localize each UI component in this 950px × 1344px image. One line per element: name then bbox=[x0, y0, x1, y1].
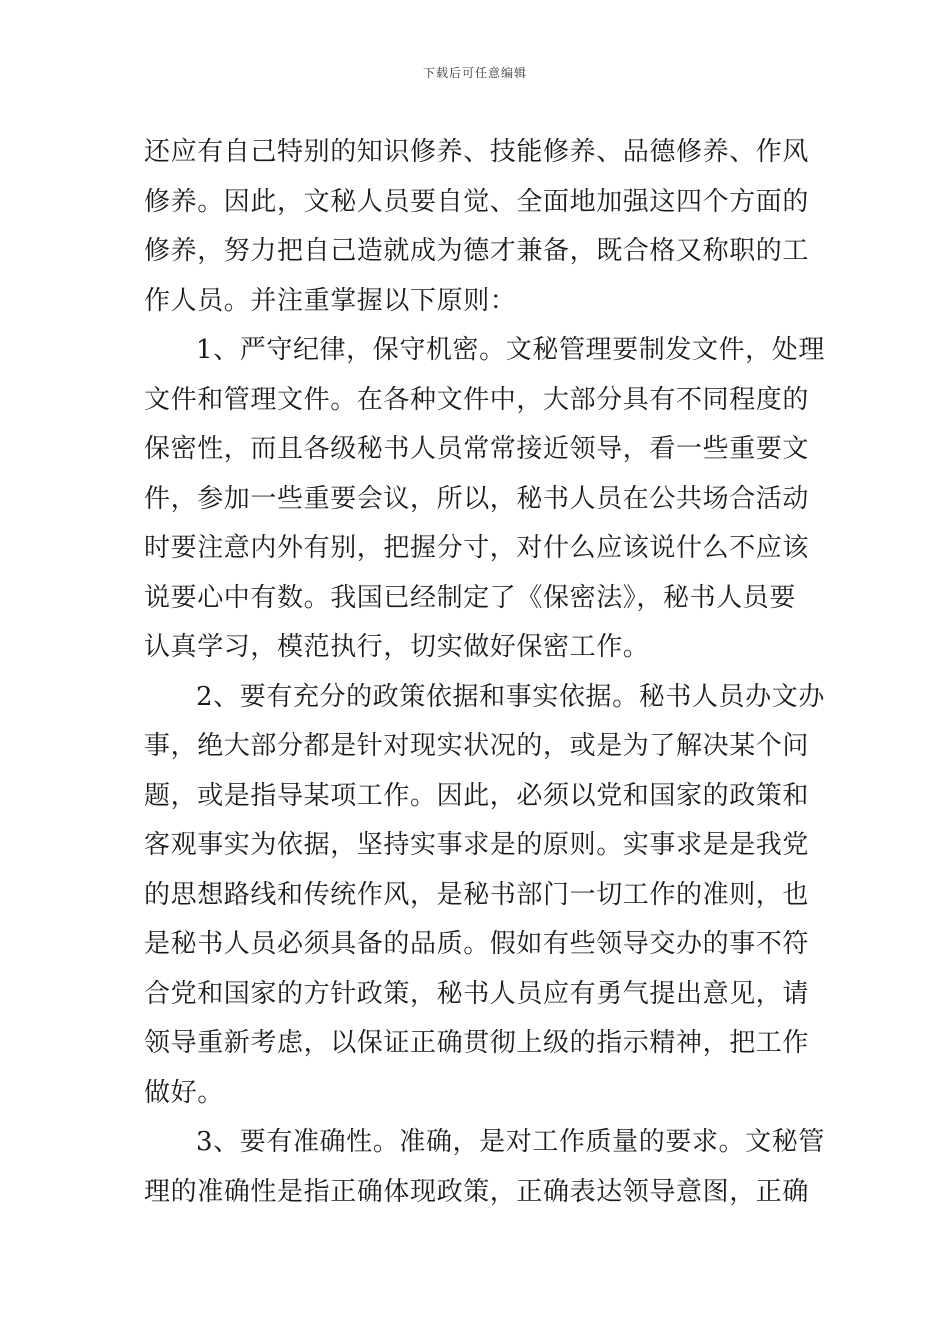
text-line: 题，或是指导某项工作。因此，必须以党和国家的政策和 bbox=[144, 780, 810, 811]
text-line: 领导重新考虑，以保证正确贯彻上级的指示精神，把工作 bbox=[144, 1028, 810, 1058]
text-line: 事，绝大部分都是针对现实状况的，或是为了解决某个问 bbox=[144, 731, 810, 761]
paragraph-start-line: 3、要有准确性。准确，是对工作质量的要求。文秘管 bbox=[196, 1127, 825, 1157]
paragraph-start-line: 2、要有充分的政策依据和事实依据。秘书人员办文办 bbox=[196, 681, 825, 712]
text-line: 作人员。并注重掌握以下原则： bbox=[144, 285, 517, 316]
text-line: 修养。因此，文秘人员要自觉、全面地加强这四个方面的 bbox=[144, 186, 810, 217]
text-line: 的思想路线和传统作风，是秘书部门一切工作的准则，也 bbox=[144, 879, 810, 910]
text-line: 保密性，而且各级秘书人员常常接近领导，看一些重要文 bbox=[144, 434, 810, 464]
text-line: 合党和国家的方针政策，秘书人员应有勇气提出意见，请 bbox=[144, 978, 810, 1009]
text-line: 做好。 bbox=[144, 1077, 224, 1108]
page-header: 下载后可任意编辑 bbox=[422, 66, 527, 80]
document-body bbox=[144, 128, 825, 1217]
text-line: 时要注意内外有别，把握分寸，对什么应该说什么不应该 bbox=[144, 533, 810, 563]
text-line: 客观事实为依据，坚持实事求是的原则。实事求是是我党 bbox=[144, 830, 810, 860]
text-line: 是秘书人员必须具备的品质。假如有些领导交办的事不符 bbox=[144, 929, 810, 959]
text-line: 还应有自己特别的知识修养、技能修养、品德修养、作风 bbox=[144, 137, 810, 167]
text-line: 认真学习，模范执行，切实做好保密工作。 bbox=[144, 632, 650, 662]
text-line: 理的准确性是指正确体现政策，正确表达领导意图，正确 bbox=[144, 1176, 810, 1207]
text-line: 说要心中有数。我国已经制定了《保密法》，秘书人员要 bbox=[144, 582, 797, 613]
text-line: 件，参加一些重要会议，所以，秘书人员在公共场合活动 bbox=[144, 483, 810, 514]
paragraph-start-line: 1、严守纪律，保守机密。文秘管理要制发文件，处理 bbox=[196, 335, 825, 365]
text-line: 修养，努力把自己造就成为德才兼备，既合格又称职的工 bbox=[144, 236, 810, 266]
text-line: 文件和管理文件。在各种文件中，大部分具有不同程度的 bbox=[144, 384, 810, 415]
